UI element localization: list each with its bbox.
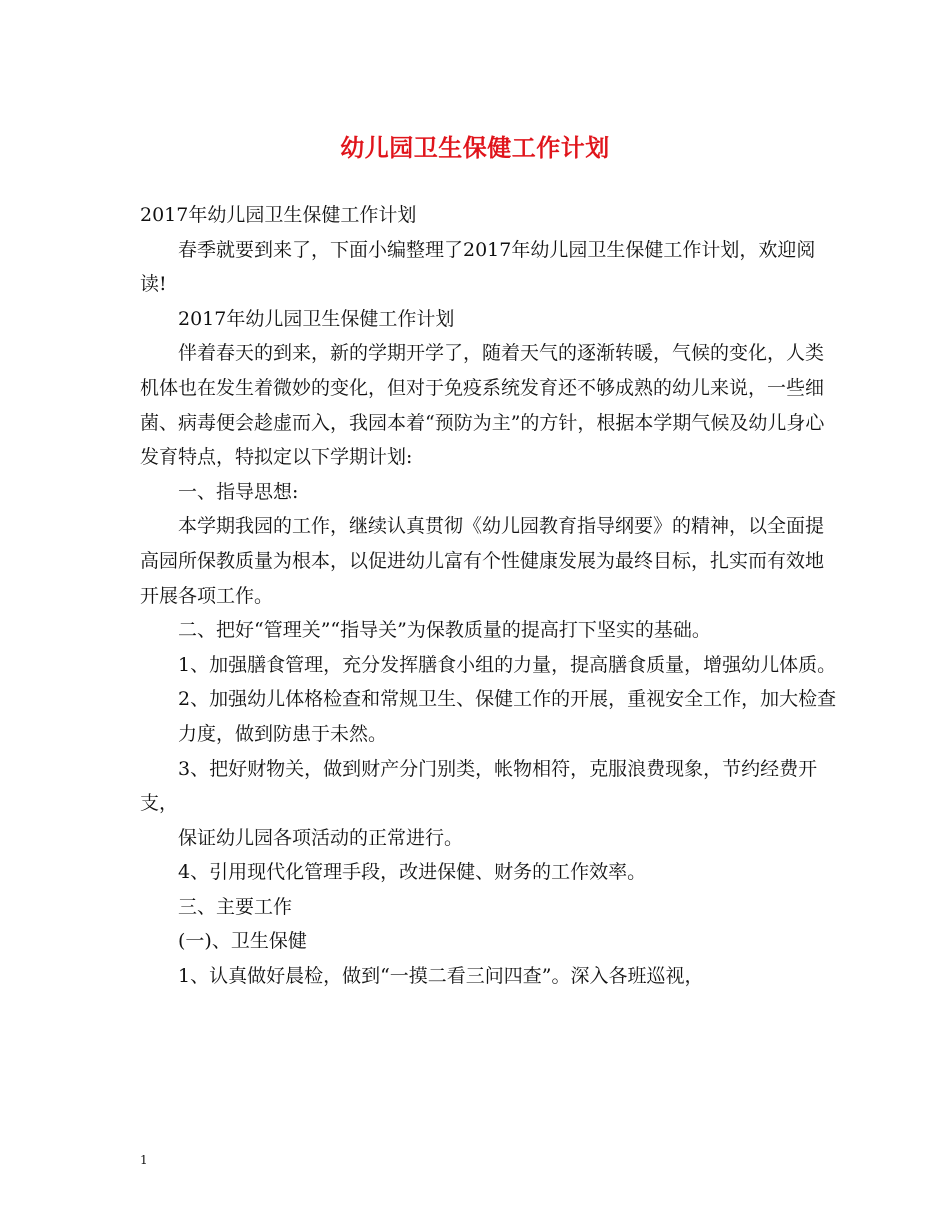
paragraph: 本学期我园的工作，继续认真贯彻《幼儿园教育指导纲要》的精神，以全面提高园所保教质量为根本，以促进幼儿富有个性健康发展为最终目标，扎实而有效地开展各项工作。 — [140, 515, 825, 607]
paragraph: 2017年幼儿园卫生保健工作计划 — [178, 307, 455, 330]
paragraph: 1、加强膳食管理，充分发挥膳食小组的力量，提高膳食质量，增强幼儿体质。 — [178, 653, 837, 676]
paragraph: 伴着春天的到来，新的学期开学了，随着天气的逐渐转暖，气候的变化，人类机体也在发生着微妙的变化，但对于免疫系统发育还不够成熟的幼儿来说，一些细菌、病毒便会趁虚而入，我园本着“预防为主”的方针，根据本学期气候及幼儿身心发育特点，特拟定以下学期计划: — [140, 342, 825, 469]
document-body — [140, 198, 840, 994]
paragraph: 二、把好“管理关”“指导关”为保教质量的提高打下坚实的基础。 — [178, 619, 711, 642]
paragraph: 2017年幼儿园卫生保健工作计划 — [140, 204, 417, 226]
paragraph: 保证幼儿园各项活动的正常进行。 — [178, 826, 464, 849]
paragraph: 三、主要工作 — [178, 895, 293, 918]
paragraph: 1、认真做好晨检，做到“一摸二看三问四查”。深入各班巡视， — [178, 965, 704, 988]
paragraph: 4、引用现代化管理手段，改进保健、财务的工作效率。 — [178, 861, 647, 884]
page-number: 1 — [140, 1153, 148, 1167]
page-title: 幼儿园卫生保健工作计划 — [340, 133, 610, 162]
paragraph: 3、把好财物关，做到财产分门别类，帐物相符，克服浪费现象，节约经费开支， — [140, 757, 818, 815]
paragraph: 2、加强幼儿体格检查和常规卫生、保健工作的开展，重视安全工作，加大检查 — [178, 688, 837, 711]
paragraph: 一、指导思想: — [178, 480, 299, 503]
paragraph: 春季就要到来了，下面小编整理了2017年幼儿园卫生保健工作计划，欢迎阅读! — [140, 238, 816, 296]
paragraph: 力度，做到防患于未然。 — [178, 722, 388, 745]
paragraph: (一)、卫生保健 — [178, 930, 307, 953]
